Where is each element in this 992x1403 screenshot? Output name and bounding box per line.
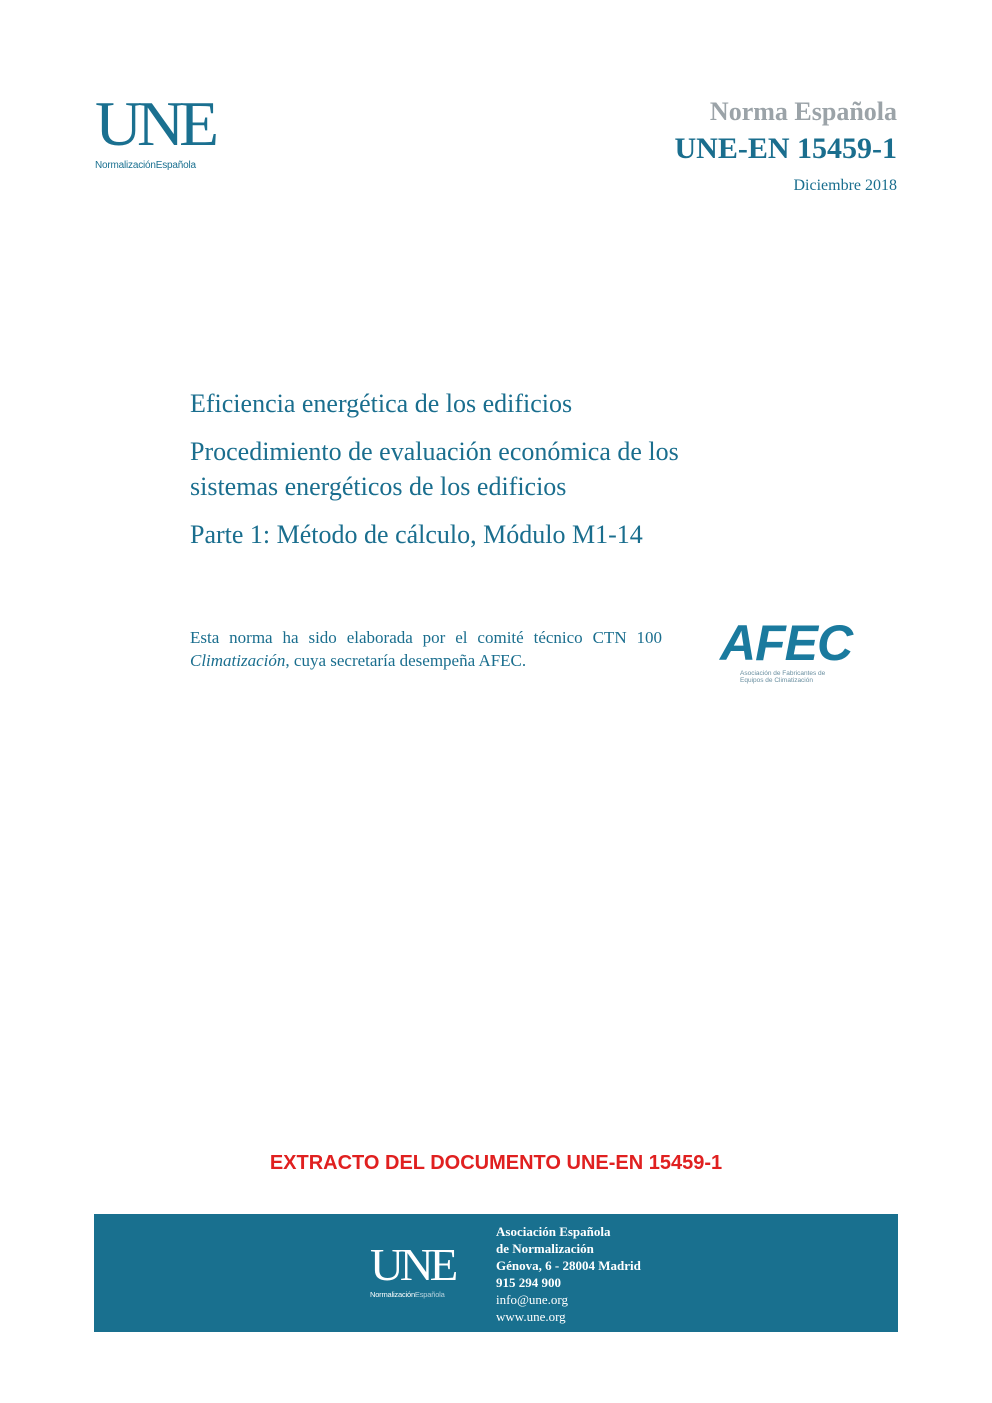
org-email-link[interactable]: info@une.org [496,1292,569,1307]
afec-logo [720,615,862,690]
footer-une-logo-subtitle: NormalizaciónEspañola [370,1290,445,1299]
footer-une-logo-word: UNE [370,1239,455,1290]
footer-contact [496,1223,796,1325]
une-logo-word: UNE [95,88,214,159]
norma-code: UNE-EN 15459-1 [674,132,897,165]
publication-date: Diciembre 2018 [793,177,897,194]
org-website-link[interactable]: www.une.org [496,1309,566,1324]
footer-une-logo [370,1239,480,1302]
org-name-line-1: Asociación Española [496,1224,611,1239]
norma-label: Norma Española [709,97,897,126]
une-logo-subtitle: NormalizaciónEspañola [95,160,196,171]
title-line-4: Parte 1: Método de cálculo, Módulo M1-14 [190,520,643,549]
org-phone: 915 294 900 [496,1275,561,1290]
document-titles [190,386,810,552]
title-line-1: Eficiencia energética de los edificios [190,389,573,418]
afec-logo-subtitle: Asociación de Fabricantes de Equipos de Climatización [740,670,826,684]
title-line-2: Procedimiento de evaluación económica de los [190,437,679,466]
org-name-line-2: de Normalización [496,1241,594,1256]
title-line-3: sistemas energéticos de los edificios [190,472,567,501]
afec-logo-word: AFEC [720,615,853,671]
org-address: Génova, 6 - 28004 Madrid [496,1258,641,1273]
extract-heading: EXTRACTO DEL DOCUMENTO UNE-EN 15459-1 [269,1152,723,1174]
une-logo [95,88,245,177]
committee-statement: Esta norma ha sido elaborada por el comité técnico CTN 100 Climatización, cuya secretaría desempeña AFEC. [190,628,662,670]
committee-name: Climatización [190,651,286,670]
